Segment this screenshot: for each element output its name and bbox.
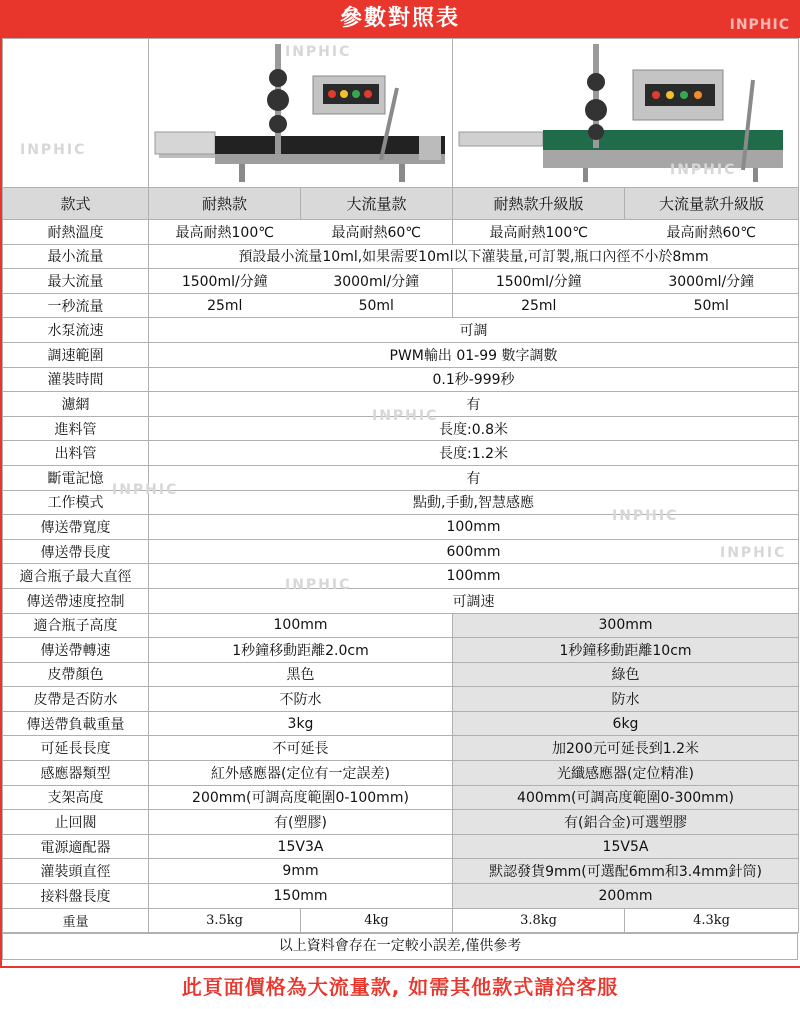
cell-value: 最高耐熱100℃: [149, 220, 301, 245]
cell-value: 1500ml/分鐘: [149, 269, 301, 294]
conveyor-filler-basic-image: [149, 40, 449, 186]
cell-value: 有(鋁合金)可選塑膠: [453, 810, 799, 835]
cell-value: 4.3kg: [625, 908, 799, 933]
row-maxflow: [3, 269, 799, 294]
row-label: 支架高度: [3, 785, 149, 810]
row-label: 適合瓶子最大直徑: [3, 564, 149, 589]
row-label: 濾網: [3, 392, 149, 417]
cell-value: 100mm: [149, 515, 799, 540]
row-memory: [3, 465, 799, 490]
cell-value: 加200元可延長到1.2米: [453, 736, 799, 761]
cell-value: 最高耐熱60℃: [301, 220, 453, 245]
row-label: 重量: [3, 908, 149, 933]
cell-value: 0.1秒-999秒: [149, 367, 799, 392]
row-sensor: [3, 761, 799, 786]
cell-value: 50ml: [301, 293, 453, 318]
title-text: 參數對照表: [339, 6, 460, 31]
row-label: 傳送帶轉速: [3, 638, 149, 663]
cell-value: 可調: [149, 318, 799, 343]
cell-value: 1秒鐘移動距離2.0cm: [149, 638, 453, 663]
row-label: 耐熱溫度: [3, 220, 149, 245]
product-photo-basic: [149, 39, 453, 188]
model-col-2: 大流量款: [301, 188, 453, 220]
cell-value: 點動,手動,智慧感應: [149, 490, 799, 515]
cell-value: 3000ml/分鐘: [625, 269, 799, 294]
row-label: 傳送帶速度控制: [3, 588, 149, 613]
row-label: 水泵流速: [3, 318, 149, 343]
row-minflow: [3, 244, 799, 269]
brand-watermark: INPHIC: [720, 545, 787, 561]
cell-value: PWM輸出 01-99 數字調數: [149, 342, 799, 367]
row-label: 出料管: [3, 441, 149, 466]
cell-value: 100mm: [149, 564, 799, 589]
row-secflow: [3, 293, 799, 318]
cell-value: 可調速: [149, 588, 799, 613]
row-label: 接料盤長度: [3, 884, 149, 909]
cell-value: 9mm: [149, 859, 453, 884]
row-mode: [3, 490, 799, 515]
cell-value: 長度:0.8米: [149, 416, 799, 441]
cell-value: 預設最小流量10ml,如果需要10ml以下灌裝量,可訂製,瓶口內徑不小於8mm: [149, 244, 799, 269]
photo-row: [3, 39, 799, 188]
cell-value: 防水: [453, 687, 799, 712]
cell-value: 200mm(可調高度範圍0-100mm): [149, 785, 453, 810]
cell-value: 3.5kg: [149, 908, 301, 933]
row-label: 灌裝頭直徑: [3, 859, 149, 884]
row-bottlediam: [3, 564, 799, 589]
row-load: [3, 711, 799, 736]
cell-value: 綠色: [453, 662, 799, 687]
cell-value: 3kg: [149, 711, 453, 736]
cell-value: 100mm: [149, 613, 453, 638]
cell-value: 200mm: [453, 884, 799, 909]
cell-value: 15V3A: [149, 834, 453, 859]
row-extend: [3, 736, 799, 761]
cell-value: 不可延長: [149, 736, 453, 761]
row-heat: [3, 220, 799, 245]
cell-value: 不防水: [149, 687, 453, 712]
cell-value: 15V5A: [453, 834, 799, 859]
model-col-4: 大流量款升級版: [625, 188, 799, 220]
row-label: 皮帶顏色: [3, 662, 149, 687]
row-waterproof: [3, 687, 799, 712]
brand-watermark: INPHIC: [372, 408, 439, 424]
photo-corner-cell: [3, 39, 149, 188]
conveyor-filler-upgraded-image: [453, 40, 793, 186]
cell-value: 有: [149, 392, 799, 417]
model-header-row: [3, 188, 799, 220]
cell-value: 有(塑膠): [149, 810, 453, 835]
row-nozzle: [3, 859, 799, 884]
row-pumpspeed: [3, 318, 799, 343]
row-label: 傳送帶寬度: [3, 515, 149, 540]
cell-value: 紅外感應器(定位有一定誤差): [149, 761, 453, 786]
row-filltime: [3, 367, 799, 392]
row-beltrot: [3, 638, 799, 663]
cell-value: 黑色: [149, 662, 453, 687]
row-checkvalve: [3, 810, 799, 835]
brand-watermark: INPHIC: [112, 482, 179, 498]
cell-value: 4kg: [301, 908, 453, 933]
brand-watermark: INPHIC: [20, 142, 87, 158]
cell-value: 默認發貨9mm(可選配6mm和3.4mm針筒): [453, 859, 799, 884]
cell-value: 600mm: [149, 539, 799, 564]
model-col-3: 耐熱款升級版: [453, 188, 625, 220]
row-label: 傳送帶長度: [3, 539, 149, 564]
product-photo-upgraded: [453, 39, 799, 188]
row-speedrange: [3, 342, 799, 367]
row-label: 止回閥: [3, 810, 149, 835]
cell-value: 150mm: [149, 884, 453, 909]
row-adapter: [3, 834, 799, 859]
footer-notice: 此頁面價格為大流量款, 如需其他款式請洽客服: [181, 975, 619, 999]
row-label: 電源適配器: [3, 834, 149, 859]
row-label: 感應器類型: [3, 761, 149, 786]
brand-watermark: INPHIC: [670, 162, 737, 178]
model-col-1: 耐熱款: [149, 188, 301, 220]
row-label: 適合瓶子高度: [3, 613, 149, 638]
row-label: 調速範圍: [3, 342, 149, 367]
cell-value: 最高耐熱60℃: [625, 220, 799, 245]
row-beltwidth: [3, 515, 799, 540]
row-filter: [3, 392, 799, 417]
spec-table: [2, 38, 799, 933]
row-weight: [3, 908, 799, 933]
row-outlet: [3, 441, 799, 466]
row-label: 最小流量: [3, 244, 149, 269]
cell-value: 3000ml/分鐘: [301, 269, 453, 294]
brand-watermark: INPHIC: [285, 577, 352, 593]
cell-value: 最高耐熱100℃: [453, 220, 625, 245]
row-label: 斷電記憶: [3, 465, 149, 490]
row-beltspeedctl: [3, 588, 799, 613]
row-beltlength: [3, 539, 799, 564]
row-label: 工作模式: [3, 490, 149, 515]
row-bottleheight: [3, 613, 799, 638]
cell-value: 長度:1.2米: [149, 441, 799, 466]
cell-value: 光纖感應器(定位精准): [453, 761, 799, 786]
cell-value: 300mm: [453, 613, 799, 638]
cell-value: 25ml: [149, 293, 301, 318]
row-standh: [3, 785, 799, 810]
row-label: 最大流量: [3, 269, 149, 294]
row-inlet: [3, 416, 799, 441]
row-tray: [3, 884, 799, 909]
row-beltcolor: [3, 662, 799, 687]
row-label: 皮帶是否防水: [3, 687, 149, 712]
page-title: [0, 0, 800, 38]
brand-watermark: INPHIC: [285, 44, 352, 60]
model-header-label: 款式: [3, 188, 149, 220]
row-label: 進料管: [3, 416, 149, 441]
cell-value: 3.8kg: [453, 908, 625, 933]
cell-value: 6kg: [453, 711, 799, 736]
row-label: 一秒流量: [3, 293, 149, 318]
cell-value: 25ml: [453, 293, 625, 318]
cell-value: 1500ml/分鐘: [453, 269, 625, 294]
cell-value: 400mm(可調高度範圍0-300mm): [453, 785, 799, 810]
cell-value: 50ml: [625, 293, 799, 318]
cell-value: 1秒鐘移動距離10cm: [453, 638, 799, 663]
brand-watermark: INPHIC: [612, 508, 679, 524]
brand-watermark: INPHIC: [729, 17, 790, 33]
row-label: 傳送帶負載重量: [3, 711, 149, 736]
row-label: 可延長長度: [3, 736, 149, 761]
row-label: 灌裝時間: [3, 367, 149, 392]
disclaimer-note: 以上資料會存在一定較小誤差,僅供參考: [2, 933, 798, 960]
cell-value: 有: [149, 465, 799, 490]
